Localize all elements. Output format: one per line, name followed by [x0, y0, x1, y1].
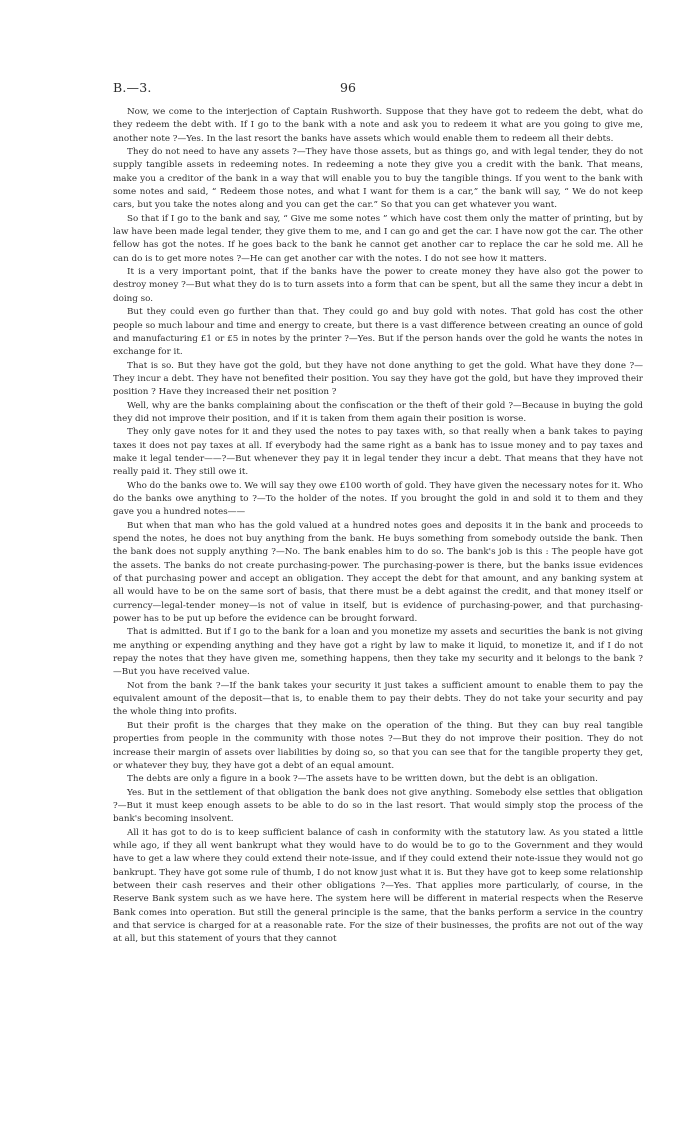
paragraph: But they could even go further than that. They could go and buy gold with notes. That gold has cost the other people so much labour and time and energy to create, but there is a vast difference between creating an ounce of gold and manufacturing £1 or £5 in notes by the printer ?—Yes. But if the person hands over the gold he wants the notes in exchange for it.	[113, 307, 643, 358]
paragraph: But when that man who has the gold valued at a hundred notes goes and deposits it in the bank and proceeds to spend the notes, he does not buy anything from the bank. He buys something from somebody outside the bank. Then the bank does not supply anything ?—No. The bank enables him to do so. The bank's job is this : The people have got the assets. The banks do not create purchasing-power. The purchasing-power is there, but the banks issue evidences of that purchasing power and accept an obligation. They accept the debt for that amount, and any banking system at all would have to be on the same sort of basis, that there must be a debt against the credit, and that money itself or currency—legal-tender money—is not of value in itself, but is evidence of purchasing-power, and that purchasing-power has to be put up before the evidence can be brought forward.	[113, 520, 643, 625]
paragraph: Not from the bank ?—If the bank takes your security it just takes a sufficient amount to enable them to pay the equivalent amount of the deposit—that is, to enable them to pay their debts. They do not take your security and pay the whole thing into profits.	[113, 680, 643, 718]
paragraph: So that if I go to the bank and say, “ Give me some notes ” which have cost them only the matter of printing, but by law have been made legal tender, they give them to me, and I can go and get the car. I have now got the car. The other fellow has got the notes. If he goes back to the bank he cannot get another car to replace the car he sold me. All he can do is to get more notes ?—He can get another car with the notes. I do not see how it matters.	[113, 213, 643, 264]
paragraph: It is a very important point, that if the banks have the power to create money they have also got the power to destroy money ?—But what they do is to turn assets into a form that can be spent, but all the same they incur a debt in doing so.	[113, 267, 643, 304]
paragraph: That is admitted. But if I go to the bank for a loan and you monetize my assets and securities the bank is not giving me anything or expending anything and they have got a right by law to make it liquid, to monetize it, and if I do not repay the notes that they have given me, something happens, then they take my security and it belongs to the bank ?—But you have received value.	[113, 627, 643, 678]
paragraph: They only gave notes for it and they used the notes to pay taxes with, so that really when a bank takes to paying taxes it does not pay taxes at all. If everybody had the same right as a bank has to issue money and to pay taxes and make it legal tender——?—But whenever they pay it in legal tender they incur a debt. That means that they have not really paid it. They still owe it.	[113, 427, 643, 478]
paragraph: Who do the banks owe to. We will say they owe £100 worth of gold. They have given the necessary notes for it. Who do the banks owe anything to ?—To the holder of the notes. If you brought the gold in and sold it to them and they gave you a hundred notes——	[113, 480, 643, 518]
paragraph: Yes. But in the settlement of that obligation the bank does not give anything. Somebody else settles that obligation ?—But it must keep enough assets to be able to do so in the last resort. That would simply stop the process of the bank's becoming insolvent.	[113, 787, 643, 825]
document-reference: B.—3.	[113, 80, 152, 95]
paragraph: All it has got to do is to keep sufficient balance of cash in conformity with the statutory law. As you stated a little while ago, if they all went bankrupt what they would have to do would be to go to the Government and they would have to get a law where they could extend their note-issue, and if they could extend their note-issue they would not go bankrupt. They have got some rule of thumb, I do not know just what it is. But they have got to keep some relationship between their cash reserves and their other obligations ?—Yes. That applies more particularly, of course, in the Reserve Bank system such as we have here. The system here will be different in material respects when the Reserve Bank comes into operation. But still the general principle is the same, that the banks perform a service in the country and that service is charged for at a reasonable rate. For the size of their businesses, the profits are not out of the way at all, but this statement of yours that they cannot	[113, 827, 643, 945]
paragraph: That is so. But they have got the gold, but they have not done anything to get the gold. What have they done ?—They incur a debt. They have not benefited their position. You say they have got the gold, but have they improved their position ? Have they increased their net position ?	[113, 360, 643, 398]
paragraph: They do not need to have any assets ?—They have those assets, but as things go, and with legal tender, they do not supply tangible assets in redeeming notes. In redeeming a note they give you a credit with the bank. That means, make you a creditor of the bank in a way that will enable you to buy the tangible things. If you went to the bank with some notes and said, “ Redeem those notes, and what I want for them is a car,” the bank will say, “ We do not keep cars, but you take the notes along and you can get the car.” So that you can get whatever you want.	[113, 147, 643, 211]
paragraph: Well, why are the banks complaining about the confiscation or the theft of their gold ?—Because in buying the gold they did not improve their position, and if it is taken from them again their position is worse.	[113, 400, 643, 424]
paragraph: The debts are only a figure in a book ?—The assets have to be written down, but the debt is an obligation.	[127, 774, 598, 785]
paragraph: Now, we come to the interjection of Captain Rushworth. Suppose that they have got to redeem the debt, what do they redeem the debt with. If I go to the bank with a note and ask you to redeem it what are you going to give me, another note ?—Yes. In the last resort the banks have assets which would enable them to redeem all their debts.	[113, 107, 643, 144]
paragraph: But their profit is the charges that they make on the operation of the thing. But they can buy real tangible properties from people in the community with those notes ?—But they do not improve their position. They do not increase their margin of assets over liabilities by doing so, so that you can see that for the tangible property they get, or whatever they buy, they have got a debt of an equal amount.	[113, 720, 643, 771]
page-number: 96	[340, 80, 356, 95]
body-text	[113, 106, 643, 947]
